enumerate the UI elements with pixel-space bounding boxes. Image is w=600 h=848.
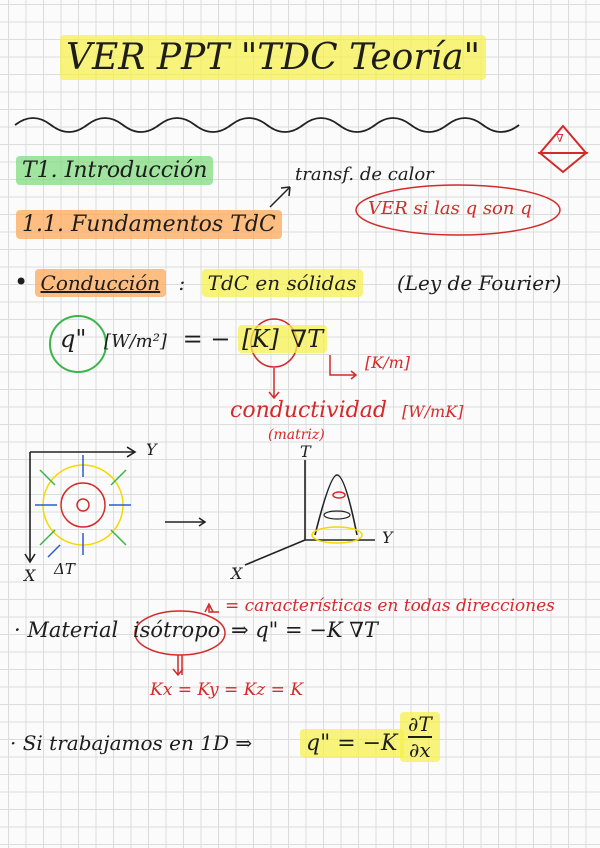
right-axis-x: X [231,564,243,583]
fourier-equation [60,327,327,351]
q-flux-symbol: q" [60,325,87,353]
equals-minus: = − [182,325,231,353]
wavy-divider [15,118,519,132]
left-axis-x: X [24,566,36,585]
conductividad-word: conductividad [230,398,387,423]
conduccion-line: • Conducción : TdC en sólidas (Ley de Fourier) [14,268,562,296]
conductividad-sub: (matriz) [268,427,325,443]
transf-arrow [270,187,290,207]
isotropo-up-arrow [205,604,219,612]
delta-t-label: ΔT [54,560,75,578]
one-d-line: · Si trabajamos en 1D ⇒ [10,731,253,755]
caracteristicas-note: = características en todas direcciones [225,596,555,616]
grad-arrow [330,355,356,379]
note-ver-q: VER si las q son q [368,198,532,219]
conductividad-label [230,400,463,422]
conduccion-colon: : [178,271,186,295]
fraction-numerator: ∂T [408,712,432,736]
one-d-lead: Si trabajamos en 1D ⇒ [22,731,253,755]
one-d-q: q" = −K [300,729,404,758]
transform-arrow [165,518,205,526]
isotropic-k-equation: Kx = Ky = Kz = K [150,680,304,700]
page-title: VER PPT "TDC Teoría" [60,35,486,80]
right-axis-t: T [300,442,311,461]
conductividad-units: [W/mK] [401,402,464,421]
one-d-equation [300,733,404,755]
warning-icon-label: ∇ [556,132,564,145]
gradient-units: [K/m] [365,353,410,372]
left-axis-y: Y [146,440,157,459]
note-transf-calor: transf. de calor [295,164,434,185]
isotropo-line: · Material isótropo ⇒ q" = −K ∇T [14,618,378,642]
isotropo-down-arrow [173,655,183,675]
fraction-denominator: ∂x [409,738,431,762]
k-arrow [269,368,279,398]
q-units: [W/m²] [104,331,167,352]
isotropo-equation: ⇒ q" = −K ∇T [230,618,378,642]
heat-flow-diagram [25,447,135,562]
section-heading-1-1: 1.1. Fundamentos TdC [16,210,282,239]
material-word: Material [27,618,119,642]
temperature-3d-diagram [245,460,375,565]
temperature-gradient: ∇T [290,325,324,353]
section-heading-t1: T1. Introducción [16,156,213,185]
right-axis-y: Y [382,528,393,547]
k-matrix: [K] [242,325,279,353]
one-d-fraction [400,712,440,762]
conduccion-label: Conducción [35,269,167,297]
isotropo-word: isótropo [132,618,221,642]
ley-fourier: (Ley de Fourier) [396,271,562,295]
conduccion-body: TdC en sólidas [202,269,363,297]
